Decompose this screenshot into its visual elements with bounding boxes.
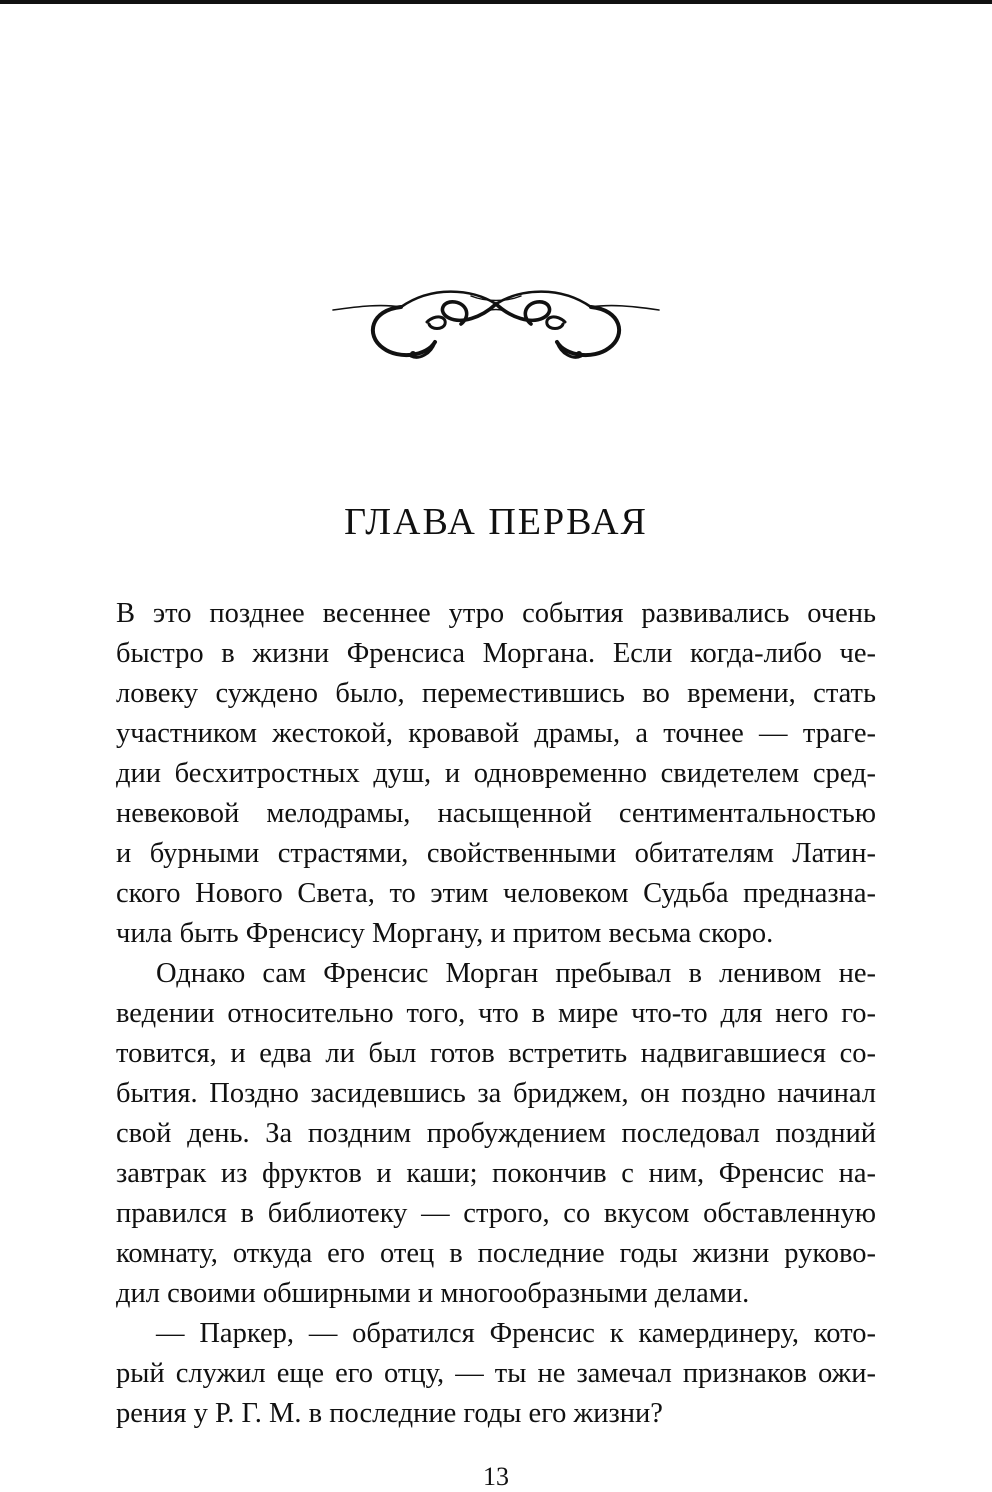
- text-line: товится, и едва ли был готов встретить надвигавшиеся со-: [116, 1038, 876, 1069]
- top-border-rule: [0, 0, 992, 4]
- body-text: [116, 594, 876, 1434]
- text-line: ведении относительно того, что в мире что-то для него го-: [116, 998, 876, 1029]
- text-line: правился в библиотеку — строго, со вкусом обставленную: [116, 1198, 876, 1229]
- chapter-title: ГЛАВА ПЕРВАЯ: [344, 501, 648, 543]
- text-line: В это позднее весеннее утро события развивались очень: [116, 598, 876, 629]
- text-line: свой день. За поздним пробуждением последовал поздний: [116, 1118, 876, 1149]
- text-line: невековой мелодрамы, насыщенной сентиментальностью: [116, 798, 876, 829]
- text-line: ловеку суждено было, переместившись во времени, стать: [116, 678, 876, 709]
- text-line: Однако сам Френсис Морган пребывал в ленивом не-: [156, 958, 876, 989]
- text-line: быстро в жизни Френсиса Моргана. Если когда-либо че-: [116, 638, 876, 669]
- text-line: дии бесхитростных душ, и одновременно свидетелем сред-: [116, 758, 876, 789]
- text-line: и бурными страстями, свойственными обитателям Латин-: [116, 838, 876, 869]
- decorative-flourish-ornament: [331, 280, 661, 364]
- text-line: дил своими обширными и многообразными делами.: [116, 1278, 750, 1309]
- text-line: ского Нового Света, то этим человеком Судьба предназна-: [116, 878, 876, 909]
- page-number: 13: [483, 1462, 509, 1491]
- text-line: комнату, откуда его отец в последние годы жизни руково-: [116, 1238, 876, 1269]
- text-line: завтрак из фруктов и каши; покончив с ним, Френсис на-: [116, 1158, 876, 1189]
- text-line: — Паркер, — обратился Френсис к камердинеру, кото-: [156, 1318, 876, 1349]
- text-line: рения у Р. Г. М. в последние годы его жизни?: [116, 1398, 663, 1429]
- text-line: чила быть Френсису Моргану, и притом весьма скоро.: [116, 918, 774, 949]
- text-line: участником жестокой, кровавой драмы, а точнее — траге-: [116, 718, 876, 749]
- text-line: рый служил еще его отцу, — ты не замечал признаков ожи-: [116, 1358, 876, 1389]
- text-line: бытия. Поздно засидевшись за бриджем, он поздно начинал: [116, 1078, 876, 1109]
